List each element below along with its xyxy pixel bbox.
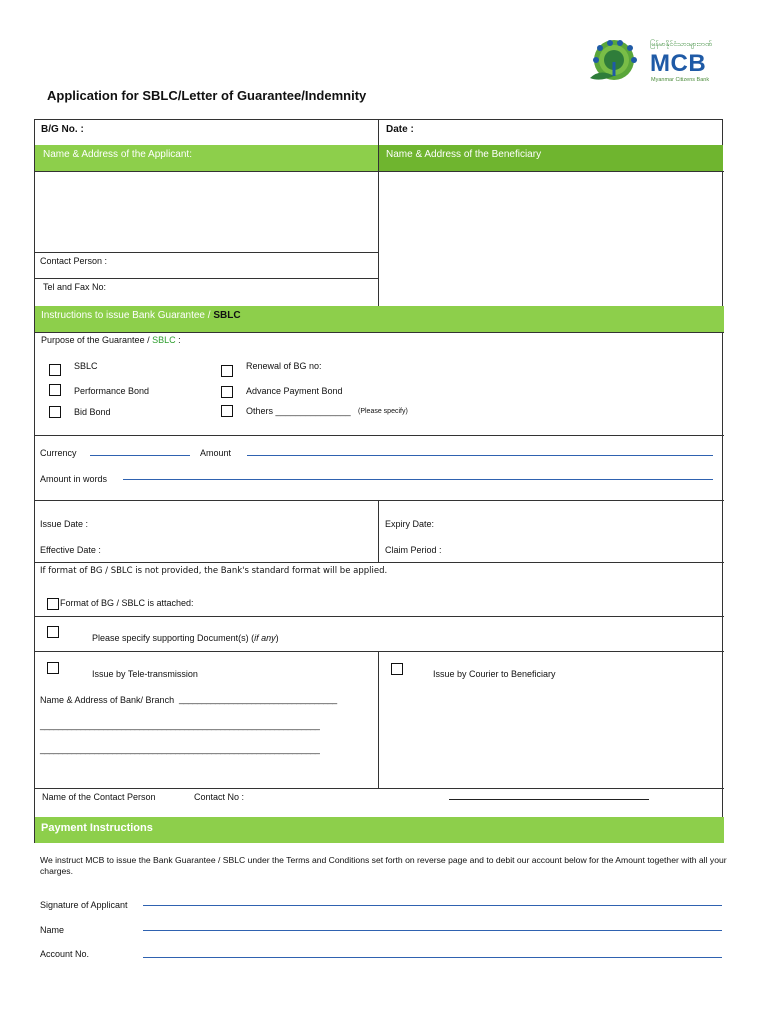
effective-date-label[interactable]: Effective Date : xyxy=(40,545,101,555)
name-label: Name xyxy=(40,925,65,935)
beneficiary-label: Name & Address of the Beneficiary xyxy=(386,149,542,160)
checkbox-advance-payment[interactable] xyxy=(221,386,233,398)
option-sblc: SBLC xyxy=(74,361,98,371)
date-label[interactable]: Date : xyxy=(386,124,414,135)
checkbox-renewal[interactable] xyxy=(221,365,233,377)
checkbox-others[interactable] xyxy=(221,405,233,417)
page-title: Application for SBLC/Letter of Guarantee/Indemnity xyxy=(47,88,367,103)
tel-fax-label[interactable]: Tel and Fax No: xyxy=(43,282,107,292)
amount-label: Amount xyxy=(200,448,232,458)
contact-no-label: Contact No : xyxy=(194,792,245,802)
name-field[interactable] xyxy=(143,930,722,931)
account-no-field[interactable] xyxy=(143,957,722,958)
payment-heading: Payment Instructions xyxy=(41,822,153,834)
checkbox-courier[interactable] xyxy=(391,663,403,675)
amount-field[interactable] xyxy=(247,455,713,456)
applicant-label: Name & Address of the Applicant: xyxy=(43,149,192,160)
logo-brand: MCB xyxy=(650,50,707,77)
payment-statement: We instruct MCB to issue the Bank Guarantee / SBLC under the Terms and Conditions set forth on reverse page and to debit our account below for the Amount together with all your charges. xyxy=(40,855,727,876)
option-others[interactable]: Others _______________ xyxy=(246,406,351,416)
format-attached-label: Format of BG / SBLC is attached: xyxy=(60,598,194,608)
option-advance-payment: Advance Payment Bond xyxy=(246,386,343,396)
issue-date-label[interactable]: Issue Date : xyxy=(40,519,89,529)
option-bid-bond: Bid Bond xyxy=(74,407,111,417)
checkbox-format-attached[interactable] xyxy=(47,598,59,610)
purpose-label: Purpose of the Guarantee / SBLC : xyxy=(41,335,181,345)
tele-transmission-label: Issue by Tele-transmission xyxy=(92,669,198,679)
claim-period-label[interactable]: Claim Period : xyxy=(385,545,442,555)
bg-no-label[interactable]: B/G No. : xyxy=(41,124,84,135)
bank-branch-line-2[interactable]: ______________________________________________________________ xyxy=(40,720,320,730)
expiry-date-label[interactable]: Expiry Date: xyxy=(385,519,435,529)
logo-tagline: Myanmar Citizens Bank xyxy=(651,77,710,83)
contact-person-name-label: Name of the Contact Person xyxy=(42,792,156,802)
bank-branch-field[interactable]: ___________________________________ xyxy=(179,694,337,704)
instructions-heading: Instructions to issue Bank Guarantee / SBLC xyxy=(41,310,241,321)
checkbox-tele-transmission[interactable] xyxy=(47,662,59,674)
please-specify-note: (Please specify) xyxy=(358,408,408,415)
courier-label: Issue by Courier to Beneficiary xyxy=(433,669,556,679)
signature-label: Signature of Applicant xyxy=(40,900,128,910)
currency-label: Currency xyxy=(40,448,77,458)
checkbox-bid-bond[interactable] xyxy=(49,406,61,418)
logo-myanmar-text: မြန်မာနိုင်ငံသားများဘဏ် xyxy=(650,41,713,48)
checkbox-performance-bond[interactable] xyxy=(49,384,61,396)
checkbox-sblc[interactable] xyxy=(49,364,61,376)
applicant-address-field[interactable] xyxy=(35,172,378,252)
peacock-icon xyxy=(580,38,646,84)
contact-person-label[interactable]: Contact Person : xyxy=(40,256,108,266)
signature-field[interactable] xyxy=(143,905,722,906)
application-form xyxy=(34,119,723,843)
bank-branch-line-3[interactable]: ______________________________________________________________ xyxy=(40,744,320,754)
option-performance-bond: Performance Bond xyxy=(74,386,150,396)
beneficiary-address-field[interactable] xyxy=(379,172,723,306)
amount-words-field[interactable] xyxy=(123,479,713,480)
amount-words-label: Amount in words xyxy=(40,474,108,484)
checkbox-supporting-docs[interactable] xyxy=(47,626,59,638)
supporting-docs-label: Please specify supporting Document(s) (if any) xyxy=(92,633,279,643)
account-no-label: Account No. xyxy=(40,949,90,959)
option-renewal: Renewal of BG no: xyxy=(246,361,322,371)
currency-field[interactable] xyxy=(90,455,190,456)
contact-no-field[interactable] xyxy=(449,799,649,800)
format-note: If format of BG / SBLC is not provided, the Bank's standard format will be applied. xyxy=(40,566,388,576)
bank-branch-label: Name & Address of Bank/ Branch xyxy=(40,695,175,705)
mcb-logo xyxy=(580,38,720,86)
